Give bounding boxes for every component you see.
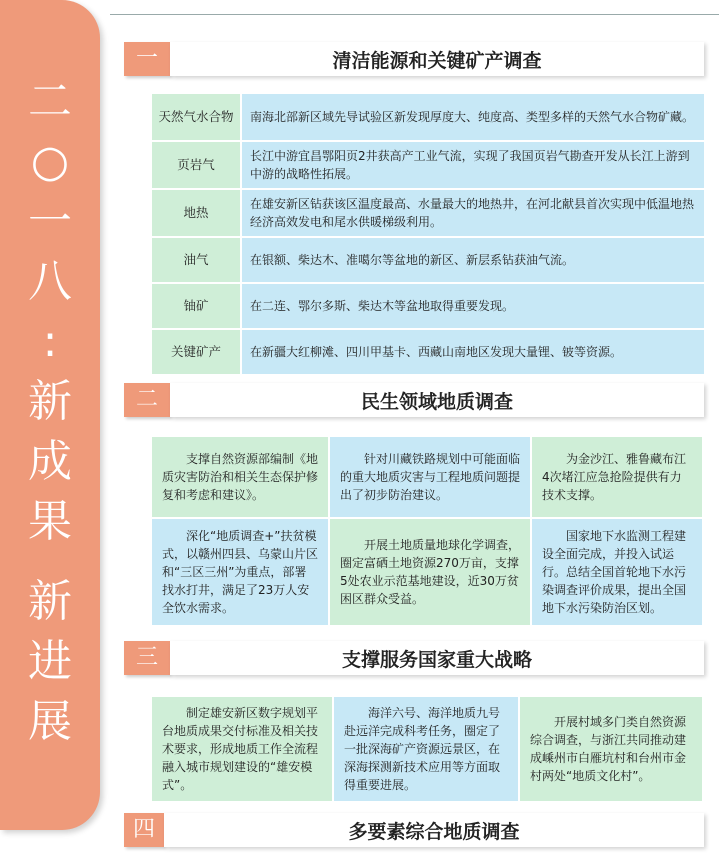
table-row — [152, 330, 704, 376]
row-label: 关键矿产 — [152, 330, 242, 374]
side-title-char: 八 — [28, 256, 72, 307]
grid-cell — [532, 437, 704, 519]
grid-cell — [520, 697, 704, 803]
section-title: 民生领域地质调查 — [170, 383, 704, 417]
side-title-char: 果 — [28, 496, 72, 547]
grid-cell — [334, 697, 520, 803]
table-row — [152, 142, 704, 190]
side-title-char: 展 — [28, 696, 72, 747]
section-number: 三 — [124, 641, 170, 675]
grid-cell — [152, 519, 330, 627]
row-label: 地热 — [152, 190, 242, 236]
side-banner — [0, 0, 100, 830]
cell-text: 开展土地质量地球化学调查，圈定富硒土地资源270万亩，支撑5处农业示范基地建设，近30万贫困区群众受益。 — [340, 538, 521, 606]
table-row — [152, 284, 704, 330]
row-label: 页岩气 — [152, 142, 242, 188]
side-title-char: 新 — [28, 376, 72, 427]
cell-text: 制定雄安新区数字规划平台地质成果交付标准及相关技术要求，形成地质工作全流程融入城市规划建设的“雄安模式”。 — [162, 706, 319, 792]
section-title: 清洁能源和关键矿产调查 — [170, 42, 704, 76]
side-title-char: 二 — [28, 76, 72, 127]
grid-cell — [532, 519, 704, 627]
cell-text: 国家地下水监测工程建设全面完成，并投入试运行。总结全国首轮地下水污染调查评价成果，提出全国地下水污染防治区划。 — [542, 529, 687, 615]
cell-text: 深化“地质调查+”扶贫模式，以赣州四县、乌蒙山片区和“三区三州”为重点，部署找水打井，满足了23万人安全饮水需求。 — [162, 529, 319, 615]
cell-text: 开展村域多门类自然资源综合调查，与浙江共同推动建成嵊州市白雁坑村和台州市金村两处“地质文化村”。 — [530, 715, 687, 783]
section-2-header — [124, 383, 704, 419]
cell-text: 支撑自然资源部编制《地质灾害防治和相关生态保护修复和考虑和建议》。 — [162, 452, 319, 502]
grid-cell — [330, 437, 532, 519]
section-1-header — [124, 42, 704, 78]
section-number: 四 — [124, 813, 164, 847]
grid-cell — [330, 519, 532, 627]
strategy-grid — [152, 697, 704, 803]
side-title-char: : — [42, 316, 58, 367]
row-label: 天然气水合物 — [152, 94, 242, 140]
cell-text: 针对川藏铁路规划中可能面临的重大地质灾害与工程地质问题提出了初步防治建议。 — [340, 452, 521, 502]
grid-cell — [152, 437, 330, 519]
row-text: 在雄安新区钻获该区温度最高、水量最大的地热井，在河北献县首次实现中低温地热经济高效发电和尾水供暖梯级利用。 — [242, 190, 704, 236]
cell-text: 海洋六号、海洋地质九号赴远洋完成科考任务，圈定了一批深海矿产资源远景区，在深海探测新技术应用等方面取得重要进展。 — [344, 706, 501, 792]
clean-energy-table — [152, 94, 704, 376]
section-4-header — [124, 813, 704, 849]
side-title-char: 新 — [28, 576, 72, 627]
table-row — [152, 94, 704, 142]
side-title-char: 进 — [28, 636, 72, 687]
table-row — [152, 238, 704, 284]
row-text: 在二连、鄂尔多斯、柴达木等盆地取得重要发现。 — [242, 284, 704, 328]
row-text: 在银额、柴达木、准噶尔等盆地的新区、新层系钻获油气流。 — [242, 238, 704, 282]
top-rule — [110, 14, 719, 15]
row-text: 南海北部新区域先导试验区新发现厚度大、纯度高、类型多样的天然气水合物矿藏。 — [242, 94, 704, 140]
row-label: 铀矿 — [152, 284, 242, 328]
livelihood-grid — [152, 437, 704, 627]
side-title — [0, 72, 100, 752]
section-3-header — [124, 641, 704, 677]
section-title: 支撑服务国家重大战略 — [170, 641, 704, 675]
row-text: 在新疆大红柳滩、四川甲基卡、西藏山南地区发现大量锂、铍等资源。 — [242, 330, 704, 374]
section-number: 二 — [124, 383, 170, 417]
side-title-char: ○ — [30, 136, 70, 187]
side-title-char: 成 — [28, 436, 72, 487]
section-title: 多要素综合地质调查 — [164, 813, 704, 847]
grid-cell — [152, 697, 334, 803]
cell-text: 为金沙江、雅鲁藏布江4次堵江应急抢险提供有力技术支撑。 — [542, 452, 687, 502]
table-row — [152, 190, 704, 238]
row-text: 长江中游宜昌鄂阳页2井获高产工业气流，实现了我国页岩气勘查开发从长江上游到中游的战略性拓展。 — [242, 142, 704, 188]
section-number: 一 — [124, 42, 170, 76]
side-title-char: 一 — [28, 196, 72, 247]
row-label: 油气 — [152, 238, 242, 282]
